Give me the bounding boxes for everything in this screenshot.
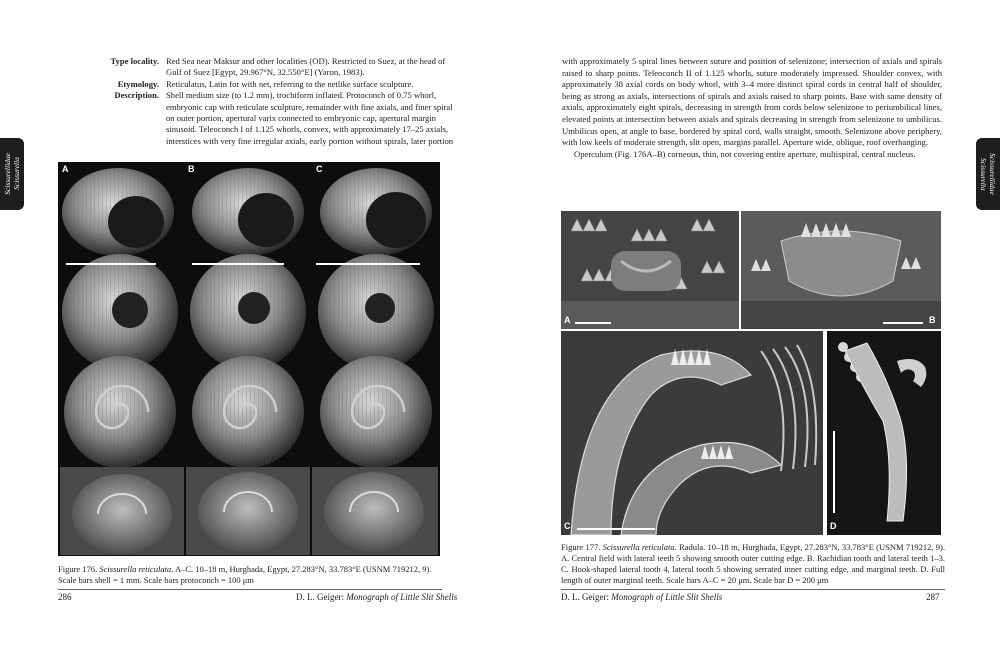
panel-b-rachidian xyxy=(741,211,941,329)
side-tab-family: Scissurellidae xyxy=(988,153,997,195)
caption-body: . A–C. 10–18 m, Hurghada, Egypt, 27.283°N, 33.783°E (USNM 719212, 9). Scale bars shell = 1 mm. Scale bars protoconch = 100 μm xyxy=(58,564,432,585)
description-continued xyxy=(562,56,942,160)
side-tab-genus: Scissurella xyxy=(979,157,988,191)
running-head-title: Monograph of Little Slit Shells xyxy=(611,592,723,602)
scale-bar xyxy=(192,263,284,265)
entry-etymology xyxy=(58,79,458,90)
panel-c-lateral-teeth xyxy=(561,331,823,535)
figure-177-plate xyxy=(561,211,941,535)
panel-label-c: C xyxy=(316,164,323,174)
panel-d-marginal-teeth xyxy=(827,331,941,535)
entry-type-locality xyxy=(58,56,458,79)
running-head-title: Monograph of Little Slit Shells xyxy=(346,592,458,602)
figure-176-caption xyxy=(58,564,442,586)
scale-bar xyxy=(575,322,611,324)
term-label: Type locality. xyxy=(110,56,159,66)
caption-species: Scissurella reticulata xyxy=(602,542,675,552)
panel-label-a: A xyxy=(564,315,571,325)
marginal-teeth-image xyxy=(827,331,941,535)
term-label: Etymology. xyxy=(117,78,159,89)
shell-sem-images xyxy=(58,162,440,556)
panel-label-d: D xyxy=(830,521,837,531)
figure-176-plate xyxy=(58,162,440,556)
panel-label-b: B xyxy=(188,164,195,174)
right-page xyxy=(500,0,1000,647)
caption-species: Scissurella reticulata xyxy=(99,564,172,574)
species-definition-list xyxy=(58,56,458,147)
rachidian-tooth-image xyxy=(741,211,941,329)
side-tab-genus: Scissurella xyxy=(12,157,21,191)
term-text: Reticulatus, Latin for with net, referring to the netlike surface sculpture. xyxy=(166,78,414,89)
term-text: Red Sea near Maksur and other localities (OD). Restricted to Suez, at the head of Gulf of Suez [Egypt, 29.967°N, 32.550°E] (Yaron, 1983). xyxy=(166,56,446,78)
paragraph-operculum: Operculum (Fig. 176A–B) corneous, thin, not covering entire aperture, multispiral, central nucleus. xyxy=(574,148,916,159)
lateral-teeth-image xyxy=(561,331,823,535)
term-text: Shell medium size (to 1.2 mm), trochiform inflated. Protoconch of 0.75 whorl, embryonic cap with reticulate sculpture, remainder with fine axials, and finer spiral on outer portion, apertural varix connected to embryonic cap, apertural margin sinusoid. Teleoconch I of 1.125 whorls, convex, with approximately 17–25 axials, interstices with very fine irregular axials, early portion without spirals, later portion xyxy=(166,90,454,146)
side-tab-family: Scissurellidae xyxy=(3,153,12,195)
caption-prefix: Figure 177. xyxy=(561,542,603,552)
caption-prefix: Figure 176. xyxy=(58,564,100,574)
radula-central-image xyxy=(561,211,739,329)
scale-bar xyxy=(833,431,835,513)
panel-a-central-field xyxy=(561,211,739,329)
page-number: 287 xyxy=(926,592,940,602)
scale-bar xyxy=(577,528,655,530)
panel-label-b: B xyxy=(929,315,936,325)
entry-description xyxy=(58,90,458,147)
paragraph: with approximately 5 spiral lines between suture and position of selenizone; intersection of axials and spirals raised to sharp points. Teleoconch II of 1.125 whorls, suture moderately impressed. Shoulder convex, with approximately 38 axial cords on body whorl, with 3–4 more distinct spiral cords in central half of shoulder, being as strong as axials, intersections of spirals and axials raised to sharp points. Base with same density of axials, approximately eight spirals, decreasing in strength from cords below selenizone to periumbilical lines, elevated points at intersection between axials and spirals decreasing in strength from selenizone to umbilicus. Umbilicus open, at angle to base, bordered by spiral cord, walls straight, smooth. Selenizone above periphery, with low keels of moderate strength, slit open, margins parallel. Aperture wide, oblique, roof overhanging. xyxy=(562,56,942,148)
caption-body: . Radula. 10–18 m, Hurghada, Egypt, 27.283°N, 33.783°E (USNM 719212, 9). A. Central field with lateral teeth 5 showing smooth outer cutting edge. B. Rachidian tooth and lateral teeth 1–3. C. Hook-shaped lateral tooth 4, lateral tooth 5 showing serrated inner cutting edge, and marginal teeth. D. Full length of outer marginal teeth. Scale bars A–C = 20 μm. Scale bar D = 200 μm xyxy=(561,542,945,585)
scale-bar xyxy=(316,263,420,265)
running-head-author: D. L. Geiger: xyxy=(296,592,347,602)
side-tab-left xyxy=(0,138,24,210)
footer-rule xyxy=(561,589,945,590)
shell-apical-row xyxy=(64,356,432,468)
shell-apertural-row xyxy=(62,168,432,256)
footer-rule xyxy=(58,589,442,590)
running-head-author: D. L. Geiger: xyxy=(561,592,612,602)
page-number: 286 xyxy=(58,592,72,602)
panel-label-c: C xyxy=(564,521,571,531)
side-tab-right xyxy=(976,138,1000,210)
panel-label-a: A xyxy=(62,164,69,174)
scale-bar xyxy=(883,322,923,324)
running-head xyxy=(296,592,457,602)
shell-umbilical-row xyxy=(62,254,434,370)
running-head xyxy=(561,592,722,602)
figure-177-caption xyxy=(561,542,945,586)
scale-bar xyxy=(66,263,156,265)
protoconch-row xyxy=(60,467,438,555)
term-label: Description. xyxy=(114,90,159,101)
